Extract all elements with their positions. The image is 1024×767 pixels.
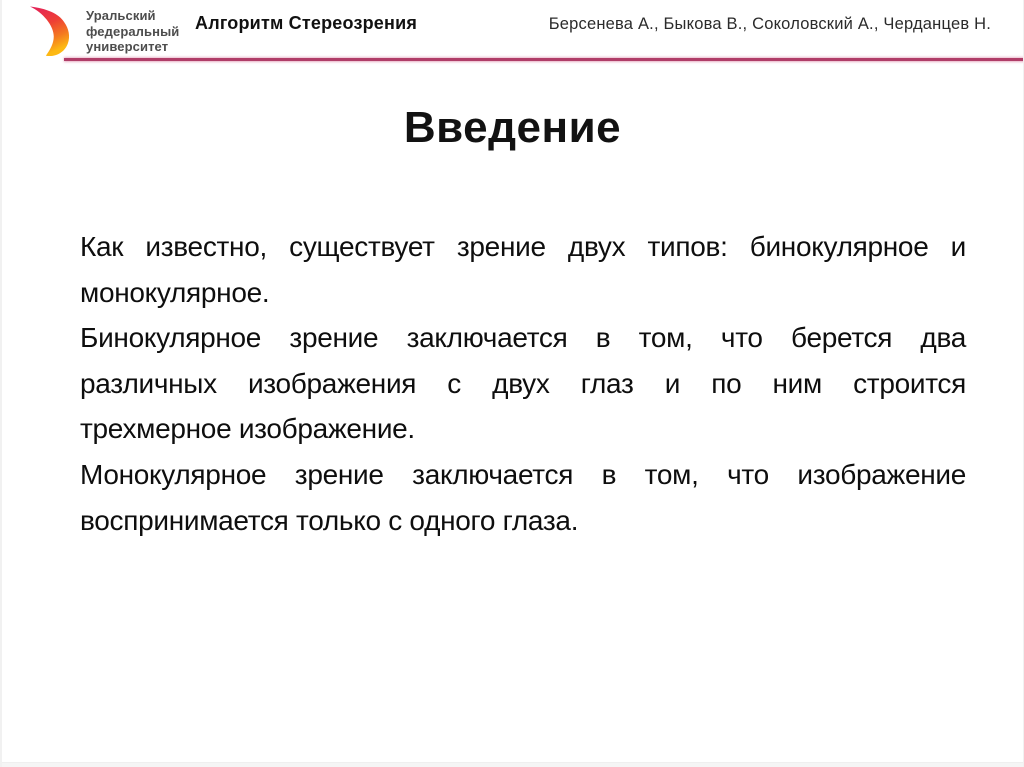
authors-list: Берсенева А., Быкова В., Соколовский А., Черданцев Н.	[548, 15, 991, 33]
university-name-line1: Уральский	[86, 8, 156, 23]
slide-title: Введение	[403, 103, 622, 152]
slide-bottom-strip	[2, 762, 1023, 767]
university-name-line3: университет	[86, 39, 169, 54]
body-line-2: монокулярное.	[80, 276, 270, 308]
deck-title: Алгоритм Стереозрения	[195, 13, 418, 33]
urfu-logo-icon	[30, 6, 74, 58]
body-line-5: трехмерное изображение.	[80, 413, 415, 445]
body-line-1: Как известно, существует зрение двух типов: бинокулярное и	[80, 231, 966, 262]
body-line-6: Монокулярное зрение заключается в том, что изображение	[80, 458, 966, 490]
body-line-4: различных изображения с двух глаз и по ним строится	[80, 367, 966, 399]
university-name-line2: федеральный	[86, 23, 180, 39]
header-accent-line	[64, 58, 1024, 61]
university-name	[86, 8, 179, 55]
slide-header	[2, 0, 1023, 62]
body-line-7: воспринимается только с одного глаза.	[80, 504, 579, 536]
body-line-3: Бинокулярное зрение заключается в том, что берется два	[80, 322, 966, 354]
slide-body	[80, 224, 966, 543]
